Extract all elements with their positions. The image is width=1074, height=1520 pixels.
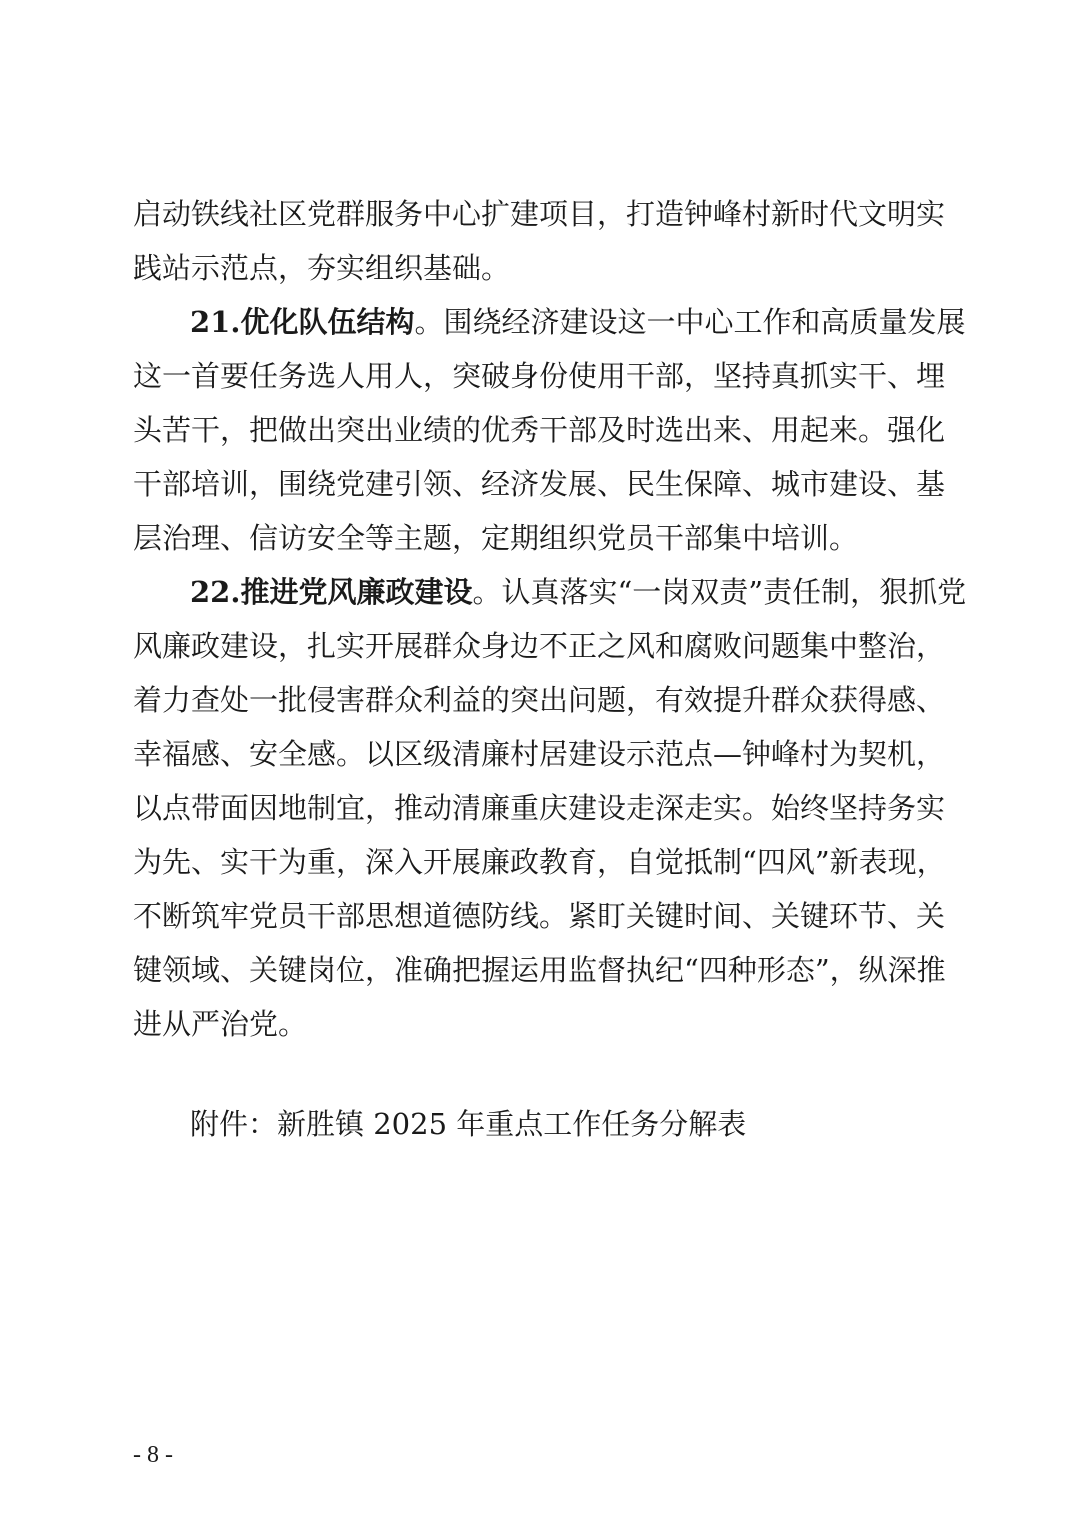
section-22-line-6: 为先、实干为重，深入开展廉政教育，自觉抵制“四风”新表现， [133,845,946,879]
section-22-line-4: 幸福感、安全感。以区级清廉村居建设示范点—钟峰村为契机， [133,737,946,771]
section-22-first-line [190,574,967,610]
section-21-line-5: 层治理、信访安全等主题，定期组织党员干部集中培训。 [133,521,859,555]
section-21-heading: 21.优化队伍结构 [190,305,415,339]
section-22-heading: 22.推进党风廉政建设 [190,575,473,609]
attachment-note: 附件：新胜镇 2025 年重点工作任务分解表 [190,1107,747,1141]
section-21-line-4: 干部培训，围绕党建引领、经济发展、民生保障、城市建设、基 [133,467,946,501]
section-22-line-2: 风廉政建设，扎实开展群众身边不正之风和腐败问题集中整治， [133,629,946,663]
continuation-line-1: 启动铁线社区党群服务中心扩建项目，打造钟峰村新时代文明实 [133,197,946,231]
page-number: - 8 - [133,1442,173,1468]
section-22-line-8: 键领域、关键岗位，准确把握运用监督执纪“四种形态”，纵深推 [133,953,946,987]
section-21-line-3: 头苦干，把做出突出业绩的优秀干部及时选出来、用起来。强化 [133,413,946,447]
section-21-line-1: 。围绕经济建设这一中心工作和高质量发展 [414,305,966,339]
section-22-line-5: 以点带面因地制宜，推动清廉重庆建设走深走实。始终坚持务实 [133,791,946,825]
section-22-line-7: 不断筑牢党员干部思想道德防线。紧盯关键时间、关键环节、关 [133,899,946,933]
section-22-line-3: 着力查处一批侵害群众利益的突出问题，有效提升群众获得感、 [133,683,946,717]
continuation-line-2: 践站示范点，夯实组织基础。 [133,251,511,285]
section-21-first-line [190,304,966,340]
section-22-line-1: 。认真落实“一岗双责”责任制，狠抓党 [472,575,967,609]
section-22-line-9: 进从严治党。 [133,1007,308,1041]
section-21-line-2: 这一首要任务选人用人，突破身份使用干部，坚持真抓实干、埋 [133,359,946,393]
